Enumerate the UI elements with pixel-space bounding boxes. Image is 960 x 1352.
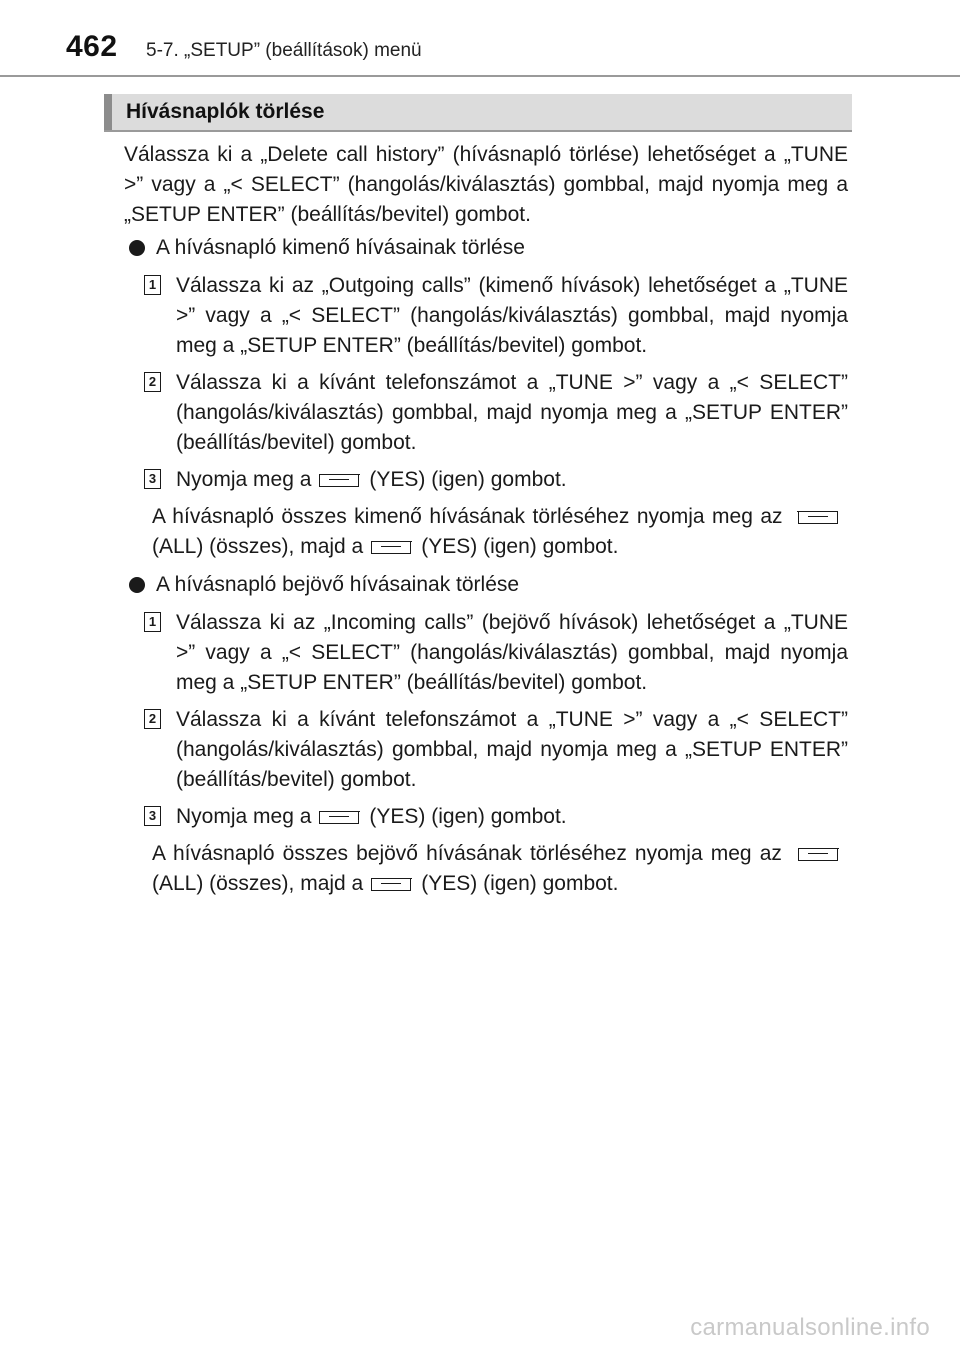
page-header <box>0 0 960 78</box>
outgoing-note <box>124 502 848 562</box>
section-heading-bar <box>104 94 112 130</box>
note-part-3: (YES) (igen) gombot. <box>421 535 619 558</box>
button-key-icon <box>371 541 411 554</box>
outgoing-step-1 <box>124 271 848 361</box>
note-part-1: A hívásnapló összes bejövő hívásának törléséhez nyomja meg az <box>152 842 782 865</box>
step-text-before: Nyomja meg a <box>176 468 312 491</box>
step-number-badge: 2 <box>144 709 161 729</box>
button-key-icon <box>798 848 838 861</box>
note-part-3: (YES) (igen) gombot. <box>421 872 619 895</box>
chapter-title: 5-7. „SETUP” (beállítások) menü <box>146 40 422 61</box>
section-heading <box>104 94 852 132</box>
step-text: Válassza ki a kívánt telefonszámot a „TUNE >” vagy a „< SELECT” (hangolás/kiválasztás) gombbal, majd nyomja meg a „SETUP ENTER” (beállítás/bevitel) gombot. <box>176 708 848 791</box>
incoming-step-1 <box>124 608 848 698</box>
outgoing-step-3 <box>124 465 848 495</box>
header-divider <box>0 75 960 77</box>
note-part-1: A hívásnapló összes kimenő hívásának törléséhez nyomja meg az <box>152 505 783 528</box>
main-content <box>124 140 848 907</box>
note-part-2: (ALL) (összes), majd a <box>152 872 364 895</box>
step-number-badge: 3 <box>144 469 161 489</box>
bullet-dot-icon <box>129 240 145 256</box>
bullet-incoming-label: A hívásnapló bejövő hívásainak törlése <box>156 573 520 596</box>
bullet-dot-icon <box>129 577 145 593</box>
button-key-icon <box>319 811 359 824</box>
step-number-badge: 3 <box>144 806 161 826</box>
button-key-icon <box>798 511 838 524</box>
incoming-note <box>124 839 848 899</box>
step-text: Válassza ki a kívánt telefonszámot a „TUNE >” vagy a „< SELECT” (hangolás/kiválasztás) gombbal, majd nyomja meg a „SETUP ENTER” (beállítás/bevitel) gombot. <box>176 371 848 454</box>
incoming-step-3 <box>124 802 848 832</box>
button-key-icon <box>371 878 411 891</box>
section-heading-text: Hívásnaplók törlése <box>126 100 325 123</box>
step-text-after: (YES) (igen) gombot. <box>369 805 567 828</box>
step-text: Válassza ki az „Outgoing calls” (kimenő hívások) lehetőséget a „TUNE >” vagy a „< SELECT” (hangolás/kiválasztás) gombbal, majd nyomja meg a „SETUP ENTER” (beállítás/bevitel) gombot. <box>176 274 848 357</box>
bullet-outgoing-label: A hívásnapló kimenő hívásainak törlése <box>156 236 525 259</box>
note-part-2: (ALL) (összes), majd a <box>152 535 364 558</box>
step-text-after: (YES) (igen) gombot. <box>369 468 567 491</box>
watermark: carmanualsonline.info <box>690 1314 930 1341</box>
outgoing-step-2 <box>124 368 848 458</box>
step-number-badge: 2 <box>144 372 161 392</box>
step-text: Válassza ki az „Incoming calls” (bejövő hívások) lehetőséget a „TUNE >” vagy a „< SELECT” (hangolás/kiválasztás) gombbal, majd nyomja meg a „SETUP ENTER” (beállítás/bevitel) gombot. <box>176 611 848 694</box>
incoming-step-2 <box>124 705 848 795</box>
bullet-incoming <box>124 570 848 600</box>
step-number-badge: 1 <box>144 275 161 295</box>
bullet-outgoing <box>124 233 848 263</box>
button-key-icon <box>319 474 359 487</box>
step-text-before: Nyomja meg a <box>176 805 312 828</box>
intro-paragraph: Válassza ki a „Delete call history” (hívásnapló törlése) lehetőséget a „TUNE >” vagy a „< SELECT” (hangolás/kiválasztás) gombbal, majd nyomja meg a „SETUP ENTER” (beállítás/bevitel) gombot. <box>124 143 848 226</box>
step-number-badge: 1 <box>144 612 161 632</box>
page-number: 462 <box>66 30 118 63</box>
